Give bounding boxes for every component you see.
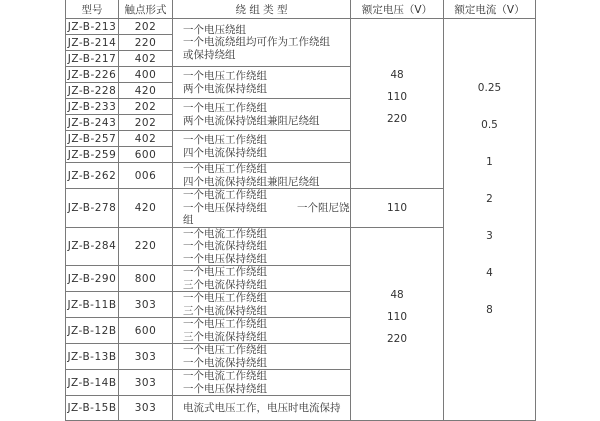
voltage-value: 220 [386, 112, 408, 125]
winding-line: 一个电压工作绕组 [183, 292, 267, 304]
winding-cell [173, 163, 351, 189]
contact-cell: 402 [119, 51, 173, 67]
model-cell: JZ-B-233 [66, 99, 119, 115]
winding-line [183, 202, 350, 227]
winding-line: 三个电流保持绕组 [183, 330, 267, 343]
header-model: 型号 [66, 0, 119, 19]
winding-cell [173, 131, 351, 163]
winding-line: 一个电压工作绕组 [183, 344, 267, 356]
contact-cell: 202 [119, 19, 173, 35]
model-cell: JZ-B-14B [66, 370, 119, 396]
winding-line: 一个电压工作绕组 [183, 318, 267, 330]
model-cell: JZ-B-217 [66, 51, 119, 67]
winding-line: 四个电流保持绕组兼阻尼绕组 [183, 175, 320, 188]
winding-extra: 一个阻尼饶组 [183, 201, 350, 226]
table-row [66, 19, 536, 35]
contact-cell: 600 [119, 147, 173, 163]
relay-spec-table [65, 0, 536, 421]
winding-line: 一个电流工作绕组 [183, 227, 267, 240]
winding-cell [173, 19, 351, 67]
model-cell: JZ-B-12B [66, 318, 119, 344]
winding-line: 一个电流保持绕组 [183, 240, 267, 252]
header-current: 额定电流（V） [444, 0, 536, 19]
voltage-value: 48 [390, 288, 404, 301]
winding-line: 三个电流保持绕组 [183, 278, 267, 291]
current-cell [444, 19, 536, 421]
winding-line: 一个电流工作绕组 [183, 370, 267, 382]
current-value: 4 [486, 267, 493, 279]
voltage-value: 48 [390, 68, 404, 81]
model-cell: JZ-B-214 [66, 35, 119, 51]
winding-line: 或保持绕组 [183, 48, 236, 61]
model-cell: JZ-B-262 [66, 163, 119, 189]
contact-cell: 600 [119, 318, 173, 344]
model-cell: JZ-B-15B [66, 396, 119, 421]
current-value: 0.25 [477, 82, 502, 94]
winding-line: 电流式电压工作，电压时电流保持 [183, 401, 341, 414]
model-cell: JZ-B-11B [66, 292, 119, 318]
voltage-cell [351, 189, 444, 228]
voltage-cell [351, 227, 444, 421]
winding-line: 两个电流保持绕组 [183, 82, 267, 95]
voltage-value: 110 [386, 90, 408, 103]
current-value: 3 [486, 230, 493, 242]
winding-line: 一个电压工作绕组 [183, 70, 267, 82]
voltage-value: 220 [386, 332, 408, 345]
header-voltage: 额定电压（V） [351, 0, 444, 19]
winding-cell [173, 344, 351, 370]
winding-cell [173, 189, 351, 228]
model-cell: JZ-B-257 [66, 131, 119, 147]
current-value: 1 [486, 156, 493, 168]
contact-cell: 220 [119, 227, 173, 266]
winding-line: 一个电流保持绕组 [183, 356, 267, 369]
header-contact: 触点形式 [119, 0, 173, 19]
winding-cell [173, 266, 351, 292]
winding-line: 一个电压绕组 [183, 23, 246, 36]
model-cell: JZ-B-284 [66, 227, 119, 266]
voltage-value: 110 [386, 201, 408, 214]
winding-cell [173, 318, 351, 344]
winding-line: 一个电压工作绕组 [183, 163, 267, 175]
model-cell: JZ-B-243 [66, 115, 119, 131]
contact-cell: 220 [119, 35, 173, 51]
model-cell: JZ-B-259 [66, 147, 119, 163]
winding-line: 一个电流工作绕组 [183, 189, 267, 201]
header-row [66, 0, 536, 19]
winding-line: 四个电流保持绕组 [183, 146, 267, 159]
winding-line: 一个电压保持绕组 [183, 252, 267, 265]
voltage-cell [351, 19, 444, 189]
model-cell: JZ-B-290 [66, 266, 119, 292]
winding-cell [173, 99, 351, 131]
winding-cell [173, 67, 351, 99]
contact-cell: 420 [119, 83, 173, 99]
winding-cell [173, 396, 351, 421]
winding-line: 一个电压保持绕组 [183, 382, 267, 395]
winding-line: 一个电压工作绕组 [183, 134, 267, 146]
winding-cell [173, 370, 351, 396]
winding-line: 两个电流保持饶组兼阻尼绕组 [183, 114, 320, 127]
header-winding: 绕 组 类 型 [173, 0, 351, 19]
contact-cell: 202 [119, 115, 173, 131]
winding-line: 三个电流保持绕组 [183, 304, 267, 317]
contact-cell: 402 [119, 131, 173, 147]
voltage-value: 110 [386, 310, 408, 323]
winding-cell [173, 292, 351, 318]
contact-cell: 800 [119, 266, 173, 292]
contact-cell: 303 [119, 396, 173, 421]
winding-line-text: 一个电压保持绕组 [183, 201, 267, 214]
model-cell: JZ-B-213 [66, 19, 119, 35]
contact-cell: 303 [119, 344, 173, 370]
contact-cell: 303 [119, 370, 173, 396]
winding-line: 一个电压工作绕组 [183, 102, 267, 114]
model-cell: JZ-B-226 [66, 67, 119, 83]
current-value: 2 [486, 193, 493, 205]
contact-cell: 202 [119, 99, 173, 115]
current-value: 8 [486, 304, 493, 316]
model-cell: JZ-B-278 [66, 189, 119, 228]
winding-line: 一个电压工作绕组 [183, 266, 267, 278]
contact-cell: 400 [119, 67, 173, 83]
winding-line: 一个电流绕组均可作为工作绕组 [183, 36, 330, 49]
contact-cell: 303 [119, 292, 173, 318]
model-cell: JZ-B-13B [66, 344, 119, 370]
model-cell: JZ-B-228 [66, 83, 119, 99]
winding-cell [173, 227, 351, 266]
contact-cell: 006 [119, 163, 173, 189]
current-value: 0.5 [481, 119, 498, 131]
contact-cell: 420 [119, 189, 173, 228]
